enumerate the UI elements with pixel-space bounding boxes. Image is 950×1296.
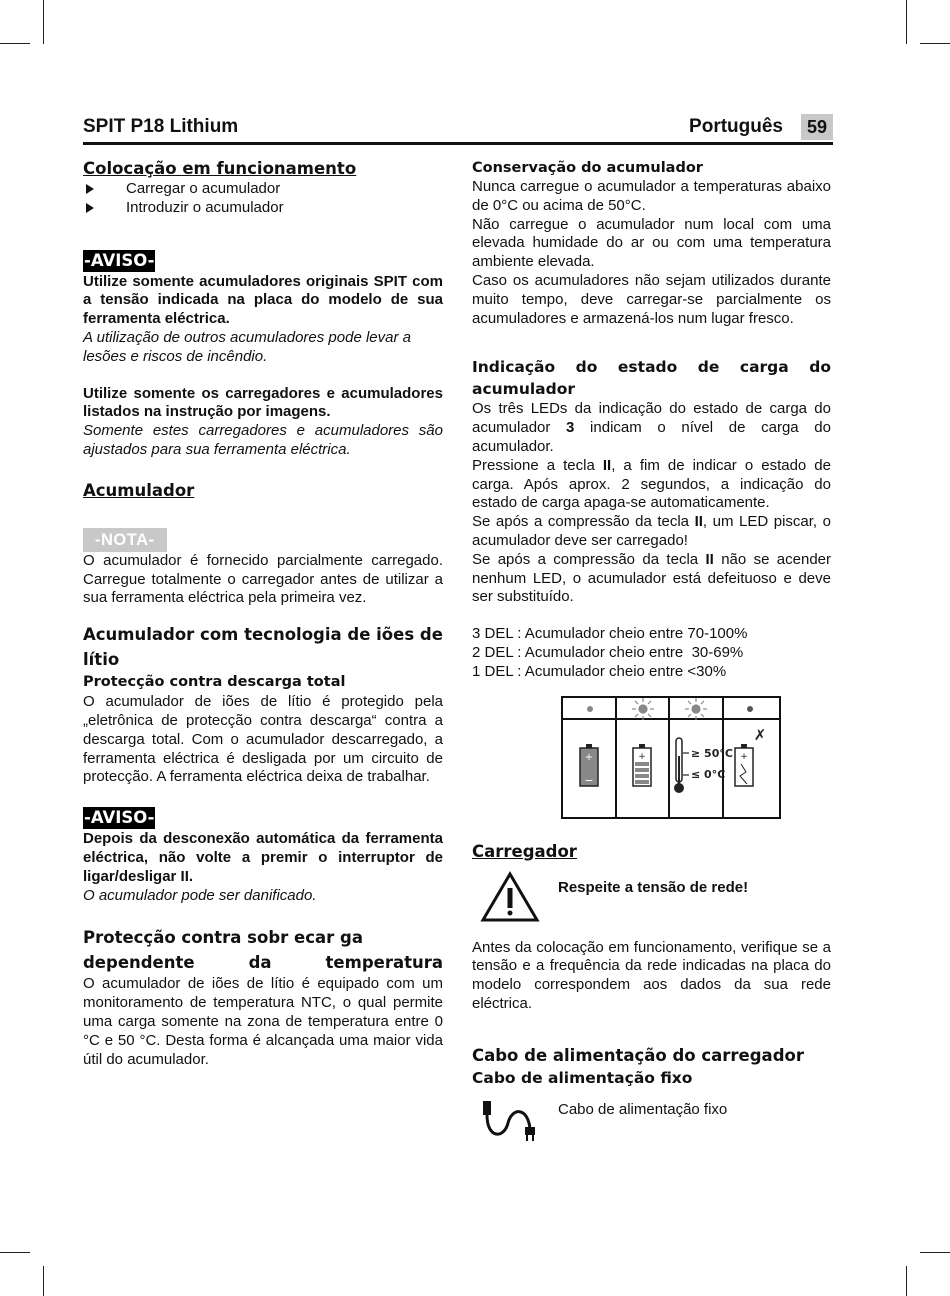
crop-mark <box>906 0 907 44</box>
list-item: Carregar o acumulador <box>83 180 443 199</box>
subsection-heading: Cabo de alimentação fixo <box>472 1068 693 1087</box>
charge-indicator-diagram <box>561 696 781 819</box>
section-heading: Acumulador com tecnologia de iões de lítio <box>83 625 443 670</box>
warning-text: Depois da desconexão automática da ferramenta eléctrica, não volte a premir o interruptor de ligar/desligar II. <box>83 830 443 885</box>
language-label: Português <box>689 116 783 137</box>
body-text: Os três LEDs da indicação do estado de carga do acumulador 3 indicam o nível de carga do acumulador. <box>472 400 831 455</box>
crop-mark <box>43 0 44 44</box>
note-text: O acumulador é fornecido parcialmente carregado. Carregue totalmente o carregador antes de utilizar a sua ferramenta eléctrica pela primeira vez. <box>83 551 443 607</box>
svg-text:✗: ✗ <box>753 725 767 744</box>
body-text: O acumulador de iões de lítio é protegido pela „eletrônica de protecção contra descarga“ contra a descarga total. Com o acumulador descarregado, a ferramenta eléctrica é desligada por um circuito de protecção. A ferramenta eléctrica deixa de trabalhar. <box>83 693 443 786</box>
cable-row <box>472 1097 831 1147</box>
page-number: 59 <box>801 114 833 140</box>
led-status-line: 3 DEL : Acumulador cheio entre 70-100% <box>472 625 748 643</box>
blinking-led-icon <box>685 698 707 720</box>
warning-note: O acumulador pode ser danificado. <box>83 886 317 904</box>
led-status-line: 2 DEL : Acumulador cheio entre 30-69% <box>472 643 744 661</box>
temp-low-label: ≤ 0°C <box>691 767 726 781</box>
thermometer-icon <box>674 738 689 793</box>
section-heading: Carregador <box>472 841 577 861</box>
led-status-line: 1 DEL : Acumulador cheio entre <30% <box>472 662 727 680</box>
crop-mark <box>920 43 950 44</box>
body-text: Caso os acumuladores não sejam utilizados durante muito tempo, deve carregar-se parcialmente os acumuladores e armazená-los num lugar fresco. <box>472 271 831 327</box>
section-heading: Colocação em funcionamento <box>83 159 357 178</box>
note-badge: -NOTA- <box>83 528 167 552</box>
blinking-led-icon <box>632 698 654 720</box>
left-column <box>83 158 443 1069</box>
warning-text: Respeite a tensão de rede! <box>558 878 749 896</box>
page-header <box>83 114 833 145</box>
warning-triangle-icon <box>480 871 540 923</box>
warning-row <box>472 869 831 939</box>
crop-mark <box>906 1266 907 1296</box>
document-title: SPIT P18 Lithium <box>83 116 239 137</box>
warning-text: Utilize somente acumuladores originais SPIT com a tensão indicada na placa do modelo de sua ferramenta eléctrica. <box>83 272 443 328</box>
cable-label: Cabo de alimentação fixo <box>558 1100 728 1118</box>
svg-text:+: + <box>584 751 594 763</box>
bullet-arrow-icon <box>86 184 94 194</box>
warning-text: Utilize somente os carregadores e acumuladores listados na instrução por imagens. <box>83 384 443 421</box>
section-heading: Conservação do acumulador <box>472 160 703 176</box>
subsection-heading: Protecção contra descarga total <box>83 674 346 691</box>
right-column <box>472 158 831 1147</box>
warning-badge: -AVISO- <box>84 808 155 828</box>
body-text: Não carregue o acumulador num local com uma elevada humidade do ar ou com uma temperatura ambiente elevada. <box>472 215 831 271</box>
crop-mark <box>920 1252 950 1253</box>
svg-text:+: + <box>740 751 748 762</box>
temp-high-label: ≥ 50°C <box>691 746 733 760</box>
charge-indicator-icons <box>563 698 779 817</box>
power-cable-icon <box>482 1099 542 1145</box>
crop-mark <box>0 43 30 44</box>
crop-mark <box>43 1266 44 1296</box>
section-heading: Acumulador <box>83 480 195 500</box>
body-text: Pressione a tecla II, a fim de indicar o estado de carga. Após aprox. 2 segundos, a indicação do estado de carga apaga-se automaticamente. <box>472 456 831 512</box>
svg-text:+: + <box>638 751 646 762</box>
battery-full-icon <box>580 744 598 787</box>
battery-charging-icon <box>633 744 651 786</box>
warning-note: A utilização de outros acumuladores pode levar a lesões e riscos de incêndio. <box>83 328 411 365</box>
section-heading: Cabo de alimentação do carregador <box>472 1045 804 1065</box>
list-item: Introduzir o acumulador <box>83 199 443 218</box>
body-text: Se após a compressão da tecla II, um LED piscar, o acumulador deve ser carregado! <box>472 513 831 549</box>
bullet-arrow-icon <box>86 203 94 213</box>
svg-text:−: − <box>584 773 594 787</box>
body-text: Antes da colocação em funcionamento, verifique se a tensão e a frequência da rede indicadas na placa do modelo correspondem aos dados da sua rede eléctrica. <box>472 938 831 1012</box>
body-text: O acumulador de iões de lítio é equipado com um monitoramento de temperatura NTC, o qual permite uma carga somente na zona de temperatura entre 0 °C e 50 °C. Desta forma é alcançada uma maior vida útil do acumulador. <box>83 975 443 1068</box>
section-heading: Protecção contra sobr ecar ga dependente da temperatura <box>83 928 443 973</box>
battery-defective-icon <box>735 726 766 786</box>
section-heading: Indicação do estado de carga do acumulador <box>472 358 831 399</box>
body-text: Se após a compressão da tecla II não se acender nenhum LED, o acumulador está defeituoso e deve ser substituído. <box>472 550 832 606</box>
crop-mark <box>0 1252 30 1253</box>
warning-note: Somente estes carregadores e acumuladores são ajustados para sua ferramenta eléctrica. <box>83 422 443 458</box>
body-text: Nunca carregue o acumulador a temperaturas abaixo de 0°C ou acima de 50°C. <box>472 178 831 214</box>
warning-badge: -AVISO- <box>84 250 155 270</box>
